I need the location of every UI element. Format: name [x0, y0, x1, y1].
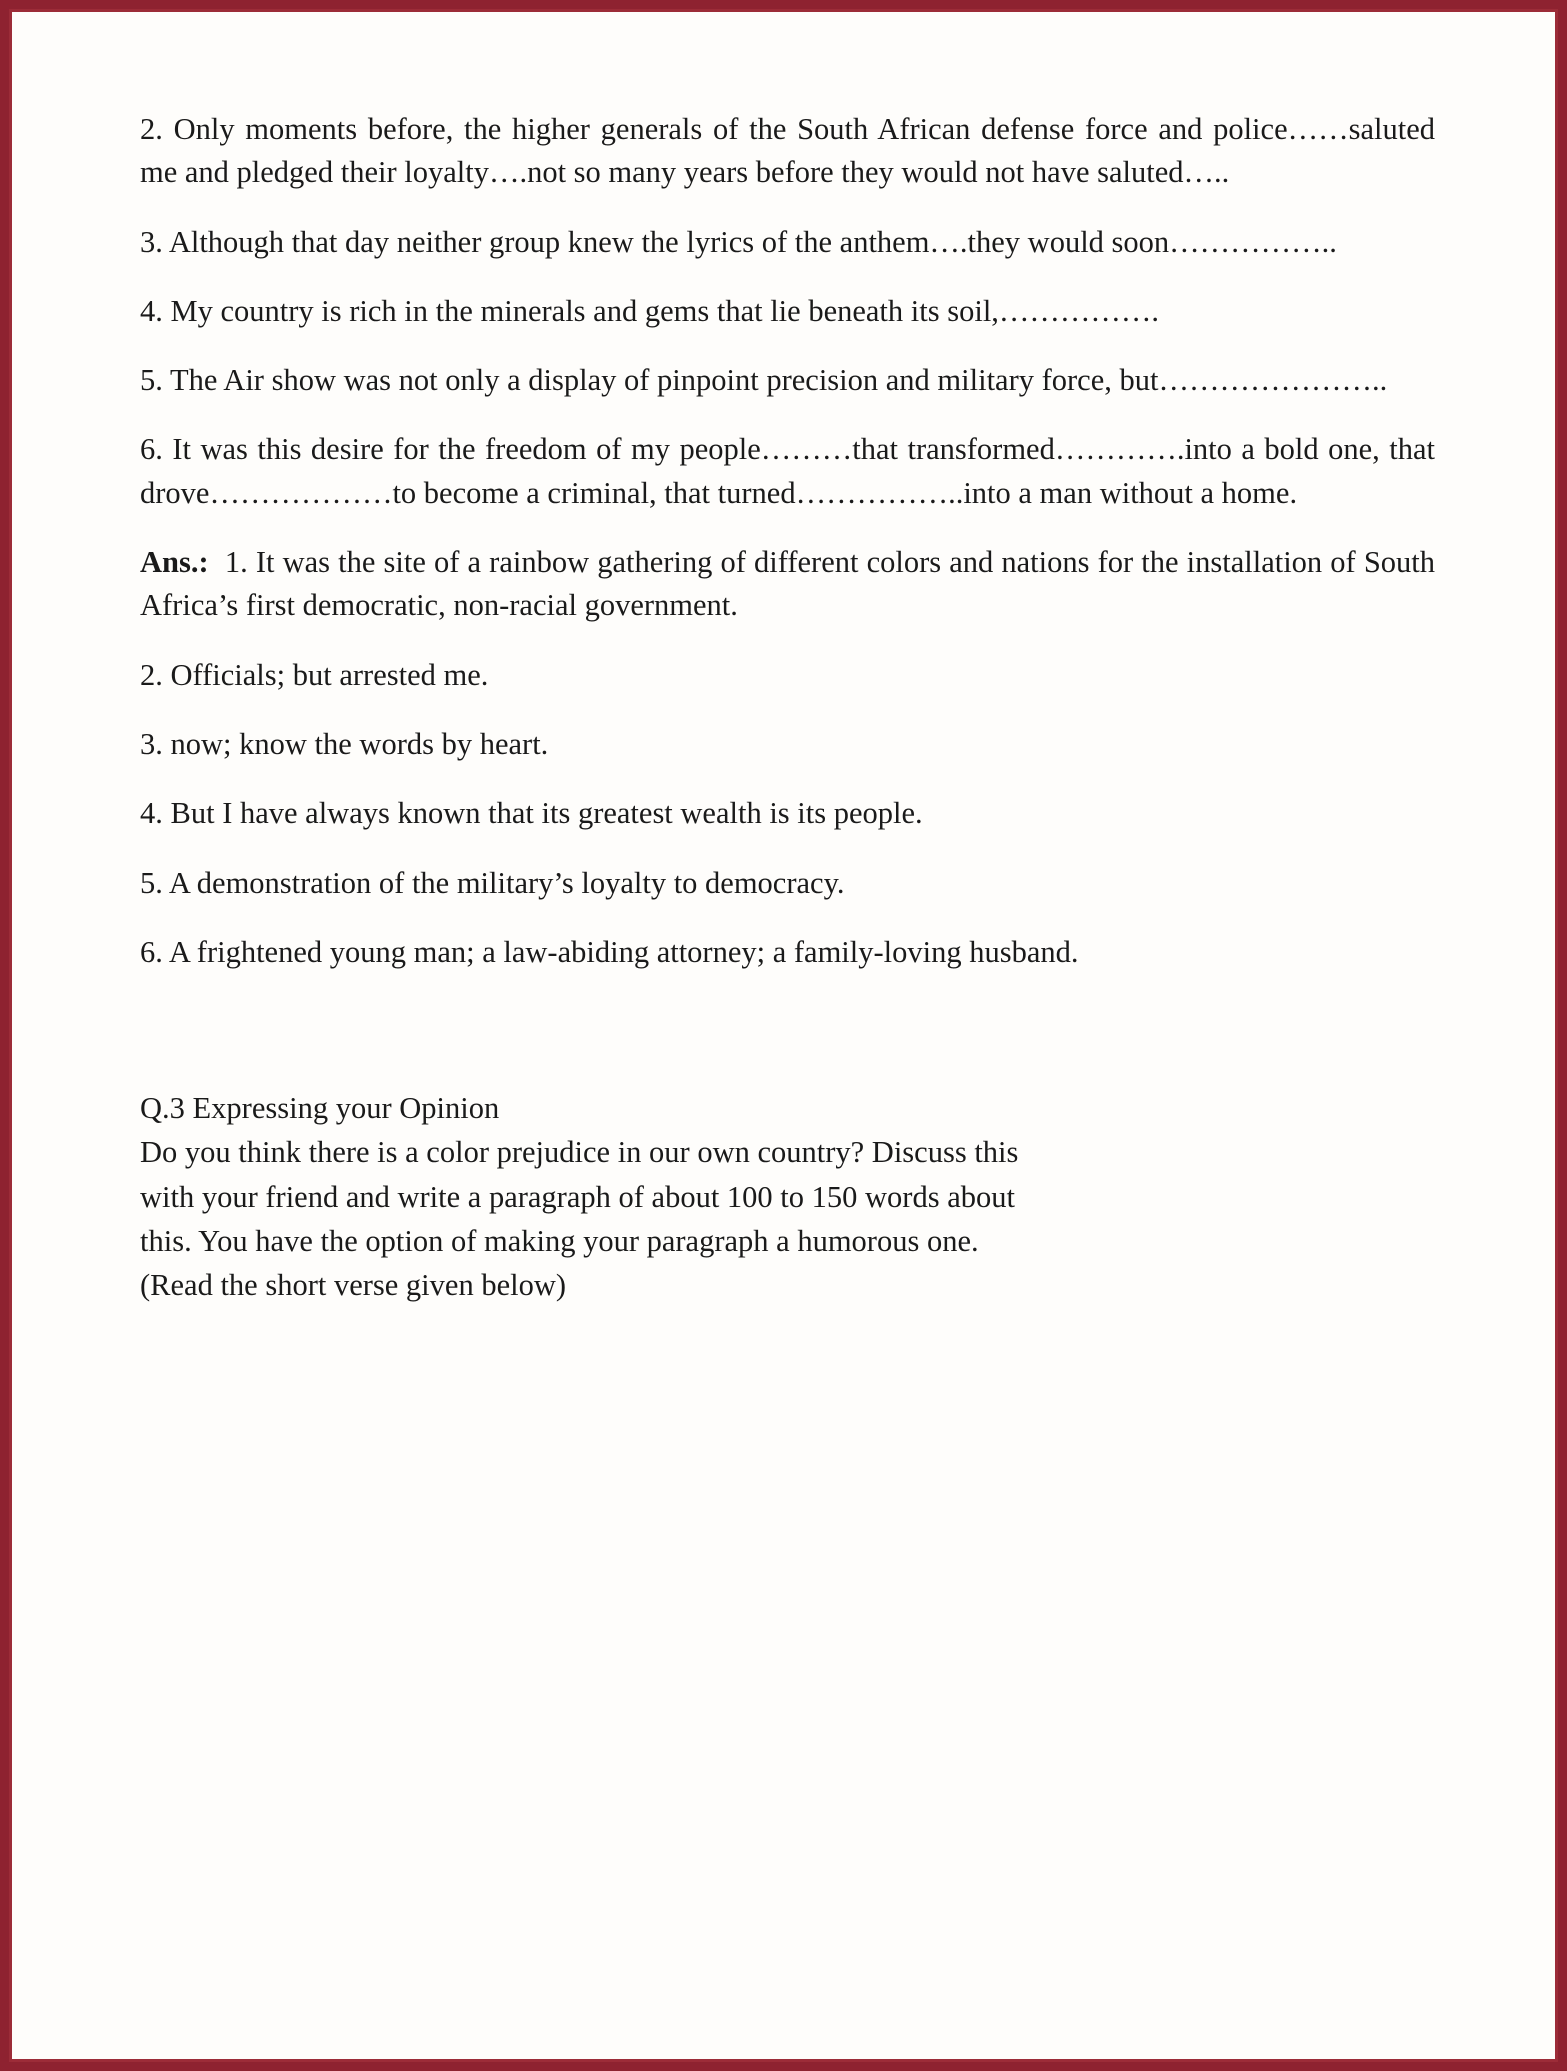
answer-first-paragraph	[140, 541, 1435, 628]
q3-line-2: with your friend and write a paragraph of about 100 to 150 words about	[140, 1179, 1015, 1214]
question-item-4: 4. My country is rich in the minerals and gems that lie beneath its soil,…………….	[140, 293, 1160, 328]
answer-item-6: 6. A frightened young man; a law-abiding attorney; a family-loving husband.	[140, 934, 1079, 969]
answer-item-3: 3. now; know the words by heart.	[140, 726, 549, 761]
answer-label: Ans.:	[140, 545, 209, 580]
answer-item-5: 5. A demonstration of the military’s loyalty to democracy.	[140, 865, 845, 900]
q3-line-3: this. You have the option of making your paragraph a humorous one.	[140, 1223, 979, 1258]
answer-item-1: 1. It was the site of a rainbow gathering of different colors and nations for the installation of South Africa’s first democratic, non-racial government.	[140, 545, 1436, 623]
page-content-frame	[9, 9, 1558, 2062]
q3-section	[140, 1086, 1435, 1307]
q3-line-4: (Read the short verse given below)	[140, 1268, 567, 1303]
answer-item-2: 2. Officials; but arrested me.	[140, 657, 489, 692]
question-item-6: 6. It was this desire for the freedom of my people………that transformed………….into a bold one, that drove………………to become a criminal, that turned……………..into a man without a home.	[140, 432, 1435, 510]
q3-line-1: Do you think there is a color prejudice in our own country? Discuss this	[140, 1135, 1019, 1170]
question-item-5: 5. The Air show was not only a display of pinpoint precision and military force, but…………………..	[140, 363, 1388, 398]
document-body	[140, 108, 1435, 1307]
answer-item-4: 4. But I have always known that its greatest wealth is its people.	[140, 796, 923, 831]
q3-title: Q.3 Expressing your Opinion	[140, 1091, 500, 1126]
section-spacer	[140, 1000, 1435, 1086]
question-item-2: 2. Only moments before, the higher generals of the South African defense force and police……saluted me and pledged their loyalty….not so many years before they would not have saluted…..	[140, 112, 1435, 190]
question-item-3: 3. Although that day neither group knew the lyrics of the anthem….they would soon……………..	[140, 224, 1337, 259]
